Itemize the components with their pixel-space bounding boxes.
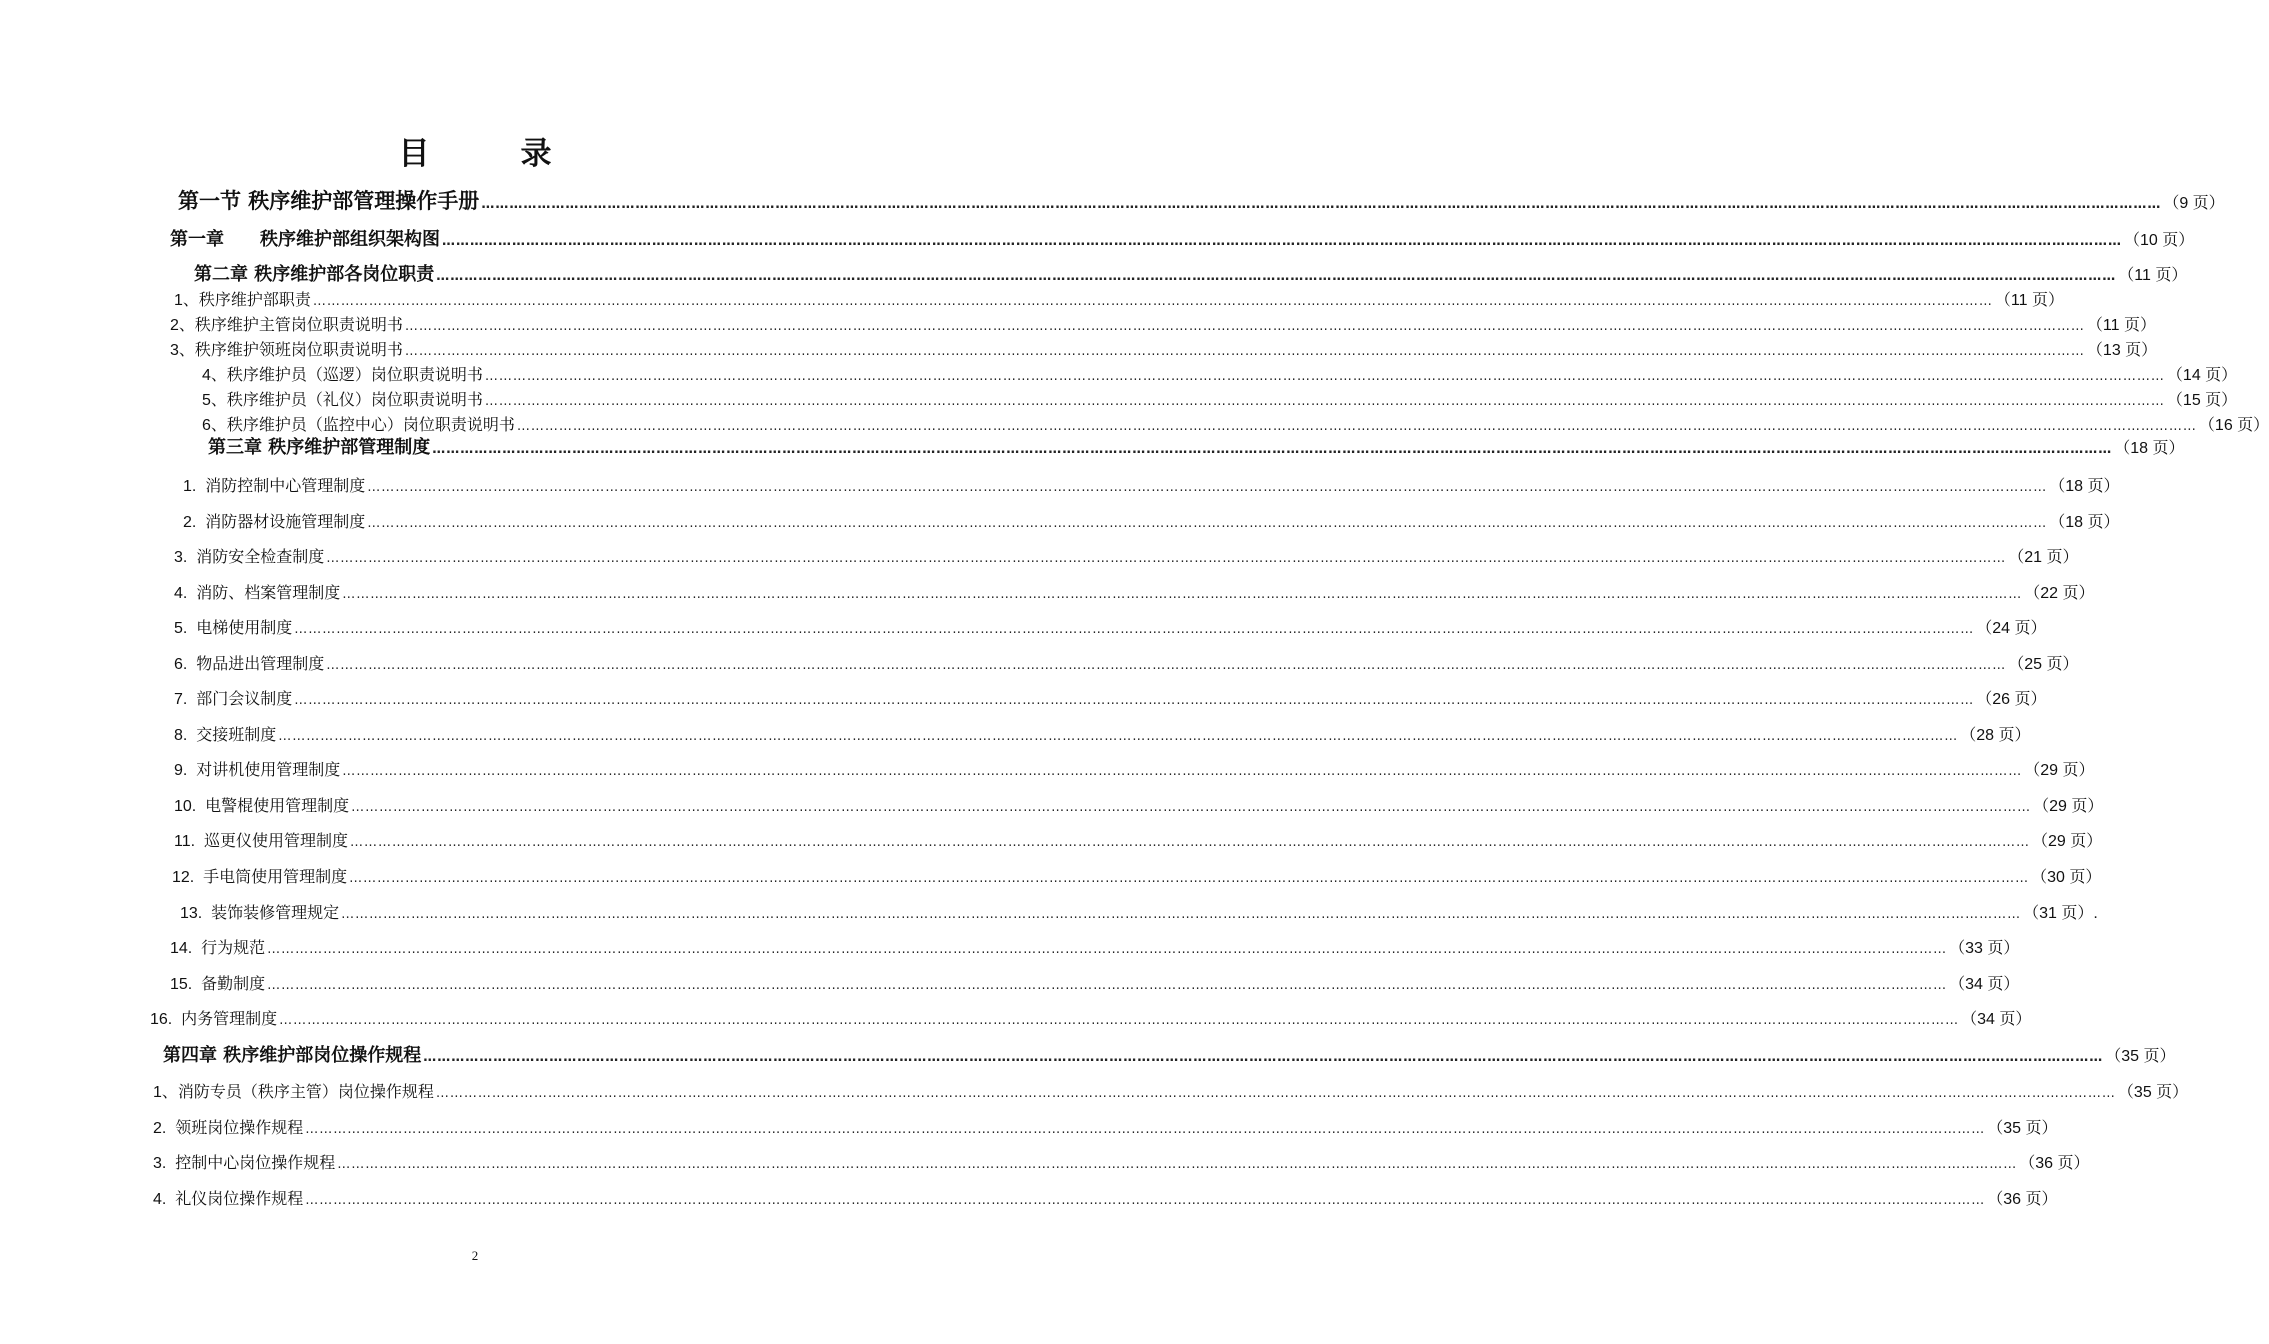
toc-title: 目 录: [398, 136, 582, 172]
toc-entry-number: 8.: [174, 727, 197, 744]
dot-leader: ………………………………………………………………………………………………………………………………………………………………………………………………………………………………………………………………………………………………………………………………: [326, 551, 2007, 566]
toc-entry[interactable]: [174, 615, 2047, 638]
toc-entry[interactable]: [170, 971, 2020, 994]
toc-entry-label: 第三章 秩序维护部管理制度: [208, 437, 431, 458]
toc-entry-number: 4: [202, 367, 211, 384]
toc-entry-label: 、秩序维护部职责: [182, 290, 311, 309]
toc-entry[interactable]: [174, 793, 2104, 816]
toc-entry-page: （18 页）: [2114, 440, 2185, 457]
toc-entry-page: （11 页）: [2118, 267, 2188, 284]
toc-entry-page: （35 页）: [2117, 1084, 2189, 1101]
toc-entry-number: 11.: [174, 833, 204, 850]
toc-entry-number: 6: [202, 417, 211, 434]
toc-entry-number: 1: [153, 1084, 162, 1101]
toc-entry-page: （18 页）: [2049, 478, 2120, 495]
toc-entry[interactable]: [174, 757, 2095, 780]
toc-entry-number: 3: [170, 342, 179, 359]
toc-entry-page: （29 页）: [2031, 833, 2103, 850]
toc-entry-label: 内务管理制度: [181, 1009, 278, 1028]
toc-entry[interactable]: [208, 433, 2185, 459]
dot-leader: ………………………………………………………………………………………………………………………………………………………………………………………………………………………………………………………………………………………………………………………………: [267, 978, 1948, 993]
dot-leader: ………………………………………………………………………………………………………………………………………………………………………………………………………………………………………………………………………………………………………………………………: [442, 234, 2122, 249]
toc-entry-label: 消防控制中心管理制度: [205, 476, 366, 495]
toc-entry-label: 、秩序维护领班岗位职责说明书: [178, 340, 403, 359]
toc-entry-label: 巡更仪使用管理制度: [203, 831, 348, 850]
toc-entry-label: 物品进出管理制度: [196, 654, 325, 673]
toc-entry-label: 消防器材设施管理制度: [205, 512, 366, 531]
dot-leader: ………………………………………………………………………………………………………………………………………………………………………………………………………………………………………………………………………………………………………………………………: [294, 693, 1975, 708]
dot-leader: ………………………………………………………………………………………………………………………………………………………………………………………………………………………………………………………………………………………………………………………………: [342, 764, 2023, 779]
dot-leader: ………………………………………………………………………………………………………………………………………………………………………………………………………………………………………………………………………………………………………………………………: [337, 1157, 2018, 1172]
dot-leader: ………………………………………………………………………………………………………………………………………………………………………………………………………………………………………………………………………………………………………………………………: [279, 1013, 1960, 1028]
dot-leader: ………………………………………………………………………………………………………………………………………………………………………………………………………………………………………………………………………………………………………………………………: [432, 442, 2113, 457]
toc-entry-page: （29 页）: [2024, 762, 2095, 779]
toc-entry[interactable]: [170, 225, 2195, 251]
dot-leader: ………………………………………………………………………………………………………………………………………………………………………………………………………………………………………………………………………………………………………………………………: [349, 871, 2030, 886]
dot-leader: ………………………………………………………………………………………………………………………………………………………………………………………………………………………………………………………………………………………………………………………………: [312, 294, 1993, 309]
toc-entry-number: 10.: [174, 798, 206, 815]
toc-entry[interactable]: [202, 387, 2238, 410]
toc-entry[interactable]: [202, 412, 2269, 435]
toc-entry-label: 交接班制度: [196, 725, 277, 744]
toc-entry-label: 手电筒使用管理制度: [203, 867, 348, 886]
dot-leader: ………………………………………………………………………………………………………………………………………………………………………………………………………………………………………………………………………………………………………………………………: [367, 516, 2048, 531]
toc-entry-page: （18 页）: [2049, 514, 2120, 531]
toc-entry-label: 第一节 秩序维护部管理操作手册: [178, 189, 480, 213]
dot-leader: ………………………………………………………………………………………………………………………………………………………………………………………………………………………………………………………………………………………………………………………………: [305, 1193, 1986, 1208]
toc-entry[interactable]: [153, 1115, 2058, 1138]
toc-entry-page: （36 页）: [1987, 1191, 2058, 1208]
toc-entry[interactable]: [202, 362, 2238, 385]
toc-entry-page: （9 页）: [2163, 195, 2225, 212]
toc-entry-page: （11 页）: [2086, 317, 2156, 334]
toc-entry-label: 电梯使用制度: [196, 618, 293, 637]
toc-entry-page: （11 页）: [1994, 292, 2064, 309]
dot-leader: ………………………………………………………………………………………………………………………………………………………………………………………………………………………………………………………………………………………………………………………………: [351, 800, 2032, 815]
toc-entry-number: 2.: [153, 1120, 176, 1137]
toc-entry-page: （35 页）: [2105, 1048, 2176, 1065]
toc-entry[interactable]: [174, 722, 2031, 745]
toc-entry-label: 消防安全检查制度: [196, 547, 325, 566]
toc-entry[interactable]: [170, 935, 2020, 958]
toc-entry-page: （25 页）: [2008, 656, 2079, 673]
toc-entry-page: （16 页）: [2198, 417, 2269, 434]
toc-entry-number: 16.: [150, 1011, 182, 1028]
toc-entry-page: （10 页）: [2124, 232, 2195, 249]
toc-entry-number: 2.: [183, 514, 206, 531]
toc-entry[interactable]: [163, 1041, 2176, 1067]
toc-entry[interactable]: [170, 312, 2156, 335]
toc-entry[interactable]: [174, 651, 2079, 674]
toc-entry-number: 14.: [170, 940, 202, 957]
toc-entry-label: 、秩序维护员（监控中心）岗位职责说明书: [210, 415, 515, 434]
toc-entry-number: 4.: [174, 585, 197, 602]
toc-entry-number: 4.: [153, 1191, 176, 1208]
toc-entry[interactable]: [174, 580, 2095, 603]
toc-entry-number: 13.: [180, 905, 212, 922]
toc-entry[interactable]: [153, 1150, 2090, 1173]
toc-entry[interactable]: [174, 828, 2103, 851]
toc-entry-label: 、秩序维护员（礼仪）岗位职责说明书: [210, 390, 483, 409]
toc-entry-page: （15 页）: [2166, 392, 2238, 409]
toc-entry-page: （14 页）: [2166, 367, 2238, 384]
toc-entry-page: （36 页）: [2019, 1155, 2090, 1172]
toc-entry-number: 9.: [174, 762, 197, 779]
toc-entry-label: 第四章 秩序维护部岗位操作规程: [163, 1045, 422, 1066]
toc-entry-page: （24 页）: [1976, 620, 2047, 637]
dot-leader: ………………………………………………………………………………………………………………………………………………………………………………………………………………………………………………………………………………………………………………………………: [342, 587, 2023, 602]
toc-entry-page: （33 页）: [1949, 940, 2020, 957]
toc-entry-number: 2: [170, 317, 179, 334]
toc-entry-page: （21 页）: [2008, 549, 2079, 566]
dot-leader: ………………………………………………………………………………………………………………………………………………………………………………………………………………………………………………………………………………………………………………………………: [435, 1086, 2116, 1101]
toc-entry-label: 、秩序维护员（巡逻）岗位职责说明书: [210, 365, 483, 384]
toc-entry-page: （29 页）: [2033, 798, 2104, 815]
toc-entry-number: 12.: [172, 869, 204, 886]
toc-entry-number: 15.: [170, 976, 202, 993]
toc-entry-number: 6.: [174, 656, 197, 673]
dot-leader: ………………………………………………………………………………………………………………………………………………………………………………………………………………………………………………………………………………………………………………………………: [305, 1122, 1986, 1137]
toc-entry-number: 1.: [183, 478, 206, 495]
toc-entry-page: （28 页）: [1960, 727, 2031, 744]
toc-entry-page: （34 页）: [1961, 1011, 2032, 1028]
toc-entry-label: 电警棍使用管理制度: [205, 796, 350, 815]
toc-entry-number: 3.: [174, 549, 197, 566]
toc-entry-label: 第二章 秩序维护部各岗位职责: [194, 264, 435, 285]
dot-leader: ………………………………………………………………………………………………………………………………………………………………………………………………………………………………………………………………………………………………………………………………: [484, 369, 2165, 384]
toc-entry-page: （26 页）: [1976, 691, 2047, 708]
toc-entry[interactable]: [150, 1006, 2032, 1029]
dot-leader: ………………………………………………………………………………………………………………………………………………………………………………………………………………………………………………………………………………………………………………………………: [341, 907, 2022, 922]
toc-entry[interactable]: [178, 185, 2225, 215]
toc-entry-number: 5.: [174, 620, 197, 637]
toc-entry-label: 行为规范: [201, 938, 266, 957]
toc-entry-label: 对讲机使用管理制度: [196, 760, 341, 779]
toc-entry-label: 备勤制度: [201, 974, 266, 993]
toc-entry-label: 消防、档案管理制度: [196, 583, 341, 602]
toc-entry[interactable]: [183, 509, 2120, 532]
toc-entry-label: 控制中心岗位操作规程: [175, 1153, 336, 1172]
dot-leader: ………………………………………………………………………………………………………………………………………………………………………………………………………………………………………………………………………………………………………………………………: [294, 622, 1975, 637]
toc-entry-page: （31 页）.: [2023, 905, 2098, 922]
page-number: 2: [471, 1248, 479, 1263]
dot-leader: ………………………………………………………………………………………………………………………………………………………………………………………………………………………………………………………………………………………………………………………………: [326, 658, 2007, 673]
toc-entry-number: 7.: [174, 691, 197, 708]
toc-entry-label: 礼仪岗位操作规程: [175, 1189, 304, 1208]
toc-entry-number: 1: [174, 292, 183, 309]
toc-entry-page: （34 页）: [1949, 976, 2020, 993]
toc-entry[interactable]: [153, 1079, 2189, 1102]
toc-entry[interactable]: [174, 686, 2047, 709]
dot-leader: ………………………………………………………………………………………………………………………………………………………………………………………………………………………………………………………………………………………………………………………………: [423, 1050, 2104, 1065]
dot-leader: ………………………………………………………………………………………………………………………………………………………………………………………………………………………………………………………………………………………………………………………………: [367, 480, 2048, 495]
dot-leader: ………………………………………………………………………………………………………………………………………………………………………………………………………………………………………………………………………………………………………………………………: [349, 835, 2030, 850]
dot-leader: ………………………………………………………………………………………………………………………………………………………………………………………………………………………………………………………………………………………………………………………………: [436, 269, 2117, 284]
toc-entry-label: 装饰装修管理规定: [211, 903, 340, 922]
toc-entry-page: （35 页）: [1987, 1120, 2058, 1137]
toc-entry-page: （30 页）: [2031, 869, 2102, 886]
toc-entry[interactable]: [180, 900, 2098, 923]
toc-entry-number: 3.: [153, 1155, 176, 1172]
toc-entry-page: （22 页）: [2024, 585, 2095, 602]
toc-entry-label: 、秩序维护主管岗位职责说明书: [178, 315, 403, 334]
toc-entry-page: （13 页）: [2086, 342, 2158, 359]
toc-entry[interactable]: [194, 260, 2188, 286]
dot-leader: ………………………………………………………………………………………………………………………………………………………………………………………………………………………………………………………………………………………………………………………………: [404, 319, 2085, 334]
dot-leader: ………………………………………………………………………………………………………………………………………………………………………………………………………………………………………………………………………………………………………………………………: [481, 197, 2162, 212]
toc-entry-label: 、消防专员（秩序主管）岗位操作规程: [161, 1082, 434, 1101]
toc-entry[interactable]: [153, 1186, 2058, 1209]
toc-entry-label: 部门会议制度: [196, 689, 293, 708]
dot-leader: ………………………………………………………………………………………………………………………………………………………………………………………………………………………………………………………………………………………………………………………………: [516, 419, 2197, 434]
toc-entry[interactable]: [172, 864, 2102, 887]
toc-entry-number: 5: [202, 392, 211, 409]
toc-entry[interactable]: [174, 287, 2064, 310]
toc-entry[interactable]: [174, 544, 2079, 567]
toc-entry-label: 领班岗位操作规程: [175, 1118, 304, 1137]
dot-leader: ………………………………………………………………………………………………………………………………………………………………………………………………………………………………………………………………………………………………………………………………: [278, 729, 1959, 744]
dot-leader: ………………………………………………………………………………………………………………………………………………………………………………………………………………………………………………………………………………………………………………………………: [484, 394, 2165, 409]
toc-entry-label: 第一章 秩序维护部组织架构图: [170, 229, 440, 250]
toc-entry[interactable]: [183, 473, 2120, 496]
dot-leader: ………………………………………………………………………………………………………………………………………………………………………………………………………………………………………………………………………………………………………………………………: [267, 942, 1948, 957]
dot-leader: ………………………………………………………………………………………………………………………………………………………………………………………………………………………………………………………………………………………………………………………………: [404, 344, 2085, 359]
toc-entry[interactable]: [170, 337, 2158, 360]
